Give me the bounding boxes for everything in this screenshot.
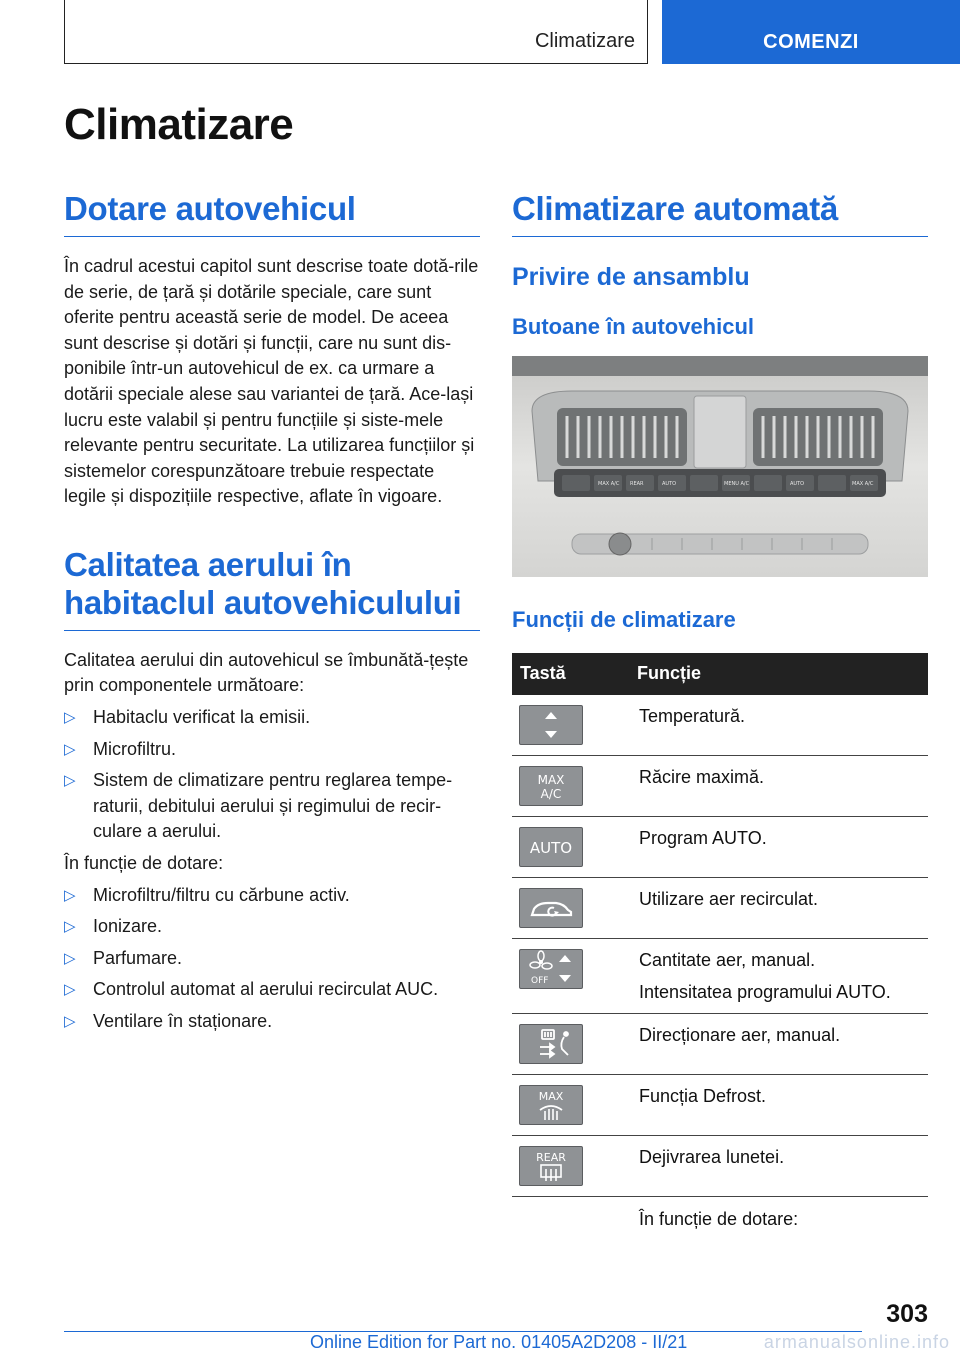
max-defrost-icon xyxy=(519,1085,583,1125)
panel-label: MAX A/C xyxy=(598,480,620,487)
equipment-paragraph: În cadrul acestui capitol sunt descrise toate dotă-rile de serie, de țară și dotările speciale, care sunt oferite pentru această serie de model. De aceea sunt descrise și dotări și funcții, care nu sunt dis-ponibile într-un autovehicul de ex. ca urmare a dotării speciale alese sau variantei de țară. Ace-lași lucru este valabil și pentru funcțiile și siste-mele relevante pentru securitate. La utilizarea funcțiilor și sistemelor corespunzătoare trebuie respectate legile și dispozițiile respective, aflate în vigoare. xyxy=(64,255,479,507)
table-row xyxy=(512,816,928,877)
bullet-icon: ▷ xyxy=(64,886,76,904)
car-recirculation-icon xyxy=(519,888,583,928)
bullet-icon: ▷ xyxy=(64,740,76,758)
svg-text:MAX: MAX xyxy=(538,1090,564,1104)
list-item: ▷ Microfiltru. xyxy=(64,737,480,763)
dashboard-vents-illustration xyxy=(512,356,928,577)
overview-title: Privire de ansamblu xyxy=(512,262,750,291)
table-row xyxy=(512,755,928,816)
watermark: armanualsonline.info xyxy=(763,1332,950,1352)
buttons-title: Butoane în autovehicul xyxy=(512,313,755,339)
table-row xyxy=(512,1136,928,1197)
header-box xyxy=(64,0,648,64)
bullet-icon: ▷ xyxy=(64,1012,76,1030)
panel-label: MENU A/C xyxy=(724,480,750,487)
column-header-key: Tastă xyxy=(512,653,636,695)
fan-off-arrows-icon xyxy=(519,949,583,989)
table-row xyxy=(512,1014,928,1075)
panel-label: REAR xyxy=(630,480,644,487)
table-row xyxy=(512,1075,928,1136)
rear-defrost-icon xyxy=(519,1146,583,1186)
functions-title: Funcții de climatizare xyxy=(512,606,736,632)
bullet-icon: ▷ xyxy=(64,772,76,790)
climate-panel-photo xyxy=(512,356,928,577)
arrows-up-down-icon xyxy=(519,705,583,745)
air-quality-list xyxy=(64,705,480,845)
panel-label: MAX A/C xyxy=(852,480,874,487)
table-row xyxy=(512,938,928,1013)
section-title-air-quality: Calitatea aerului în habitaclul autovehiculului xyxy=(64,546,480,631)
svg-text:A/C: A/C xyxy=(540,786,562,801)
page-title: Climatizare xyxy=(64,100,294,149)
function-description: Intensitatea programului AUTO. xyxy=(639,981,891,1002)
right-column xyxy=(512,190,928,1241)
left-column xyxy=(64,190,480,1040)
function-description: Răcire maximă. xyxy=(639,766,765,787)
list-item: ▷ Ionizare. xyxy=(64,914,480,940)
optional-equipment-list xyxy=(64,883,480,1035)
svg-text:REAR: REAR xyxy=(536,1151,566,1165)
page-number: 303 xyxy=(886,1300,928,1328)
section-title-automatic-climate: Climatizare automată xyxy=(512,190,928,237)
list-item: ▷ Sistem de climatizare pentru reglarea tempe-raturii, debitului aerului și regimului de recir-culare a aerului. xyxy=(64,770,453,842)
table-row xyxy=(512,695,928,756)
panel-label: AUTO xyxy=(662,480,677,487)
function-description: Utilizare aer recirculat. xyxy=(639,888,819,909)
function-description: În funcție de dotare: xyxy=(639,1209,799,1230)
bullet-icon: ▷ xyxy=(64,981,76,999)
list-item: ▷ Controlul automat al aerului recirculat AUC. xyxy=(64,977,480,1003)
list-item: ▷ Microfiltru/filtru cu cărbune activ. xyxy=(64,883,480,909)
section-tab[interactable]: COMENZI xyxy=(662,0,960,64)
table-row xyxy=(512,1197,928,1241)
bullet-icon: ▷ xyxy=(64,708,76,726)
chapter-title: Climatizare xyxy=(534,30,635,52)
list-item: ▷ Ventilare în staționare. xyxy=(64,1009,480,1035)
function-description: Funcția Defrost. xyxy=(639,1086,767,1107)
section-title-equipment: Dotare autovehicul xyxy=(64,190,480,237)
svg-text:OFF: OFF xyxy=(531,975,549,986)
optional-equipment-label: În funcție de dotare: xyxy=(64,852,224,873)
table-header-row xyxy=(512,653,928,695)
air-distribution-icon xyxy=(519,1024,583,1064)
function-description: Program AUTO. xyxy=(639,827,767,848)
list-item: ▷ Habitaclu verificat la emisii. xyxy=(64,705,480,731)
air-quality-intro: Calitatea aerului din autovehicul se îmbunătă-țește prin componentele următoare: xyxy=(64,649,469,696)
panel-label: AUTO xyxy=(790,480,805,487)
function-description: Temperatură. xyxy=(639,705,746,726)
max-ac-icon xyxy=(519,766,583,806)
edition-label: Online Edition for Part no. 01405A2D208 - II/21 xyxy=(310,1332,688,1352)
svg-text:MAX: MAX xyxy=(537,772,565,787)
climate-functions-table xyxy=(512,653,928,1241)
svg-text:AUTO: AUTO xyxy=(529,838,573,857)
auto-icon xyxy=(519,827,583,867)
function-description: Cantitate aer, manual. xyxy=(639,949,816,970)
function-description: Direcționare aer, manual. xyxy=(639,1025,841,1046)
function-description: Dejivrarea lunetei. xyxy=(639,1147,785,1168)
list-item: ▷ Parfumare. xyxy=(64,946,480,972)
bullet-icon: ▷ xyxy=(64,918,76,936)
column-header-function: Funcție xyxy=(636,653,928,695)
table-row xyxy=(512,877,928,938)
bullet-icon: ▷ xyxy=(64,949,76,967)
